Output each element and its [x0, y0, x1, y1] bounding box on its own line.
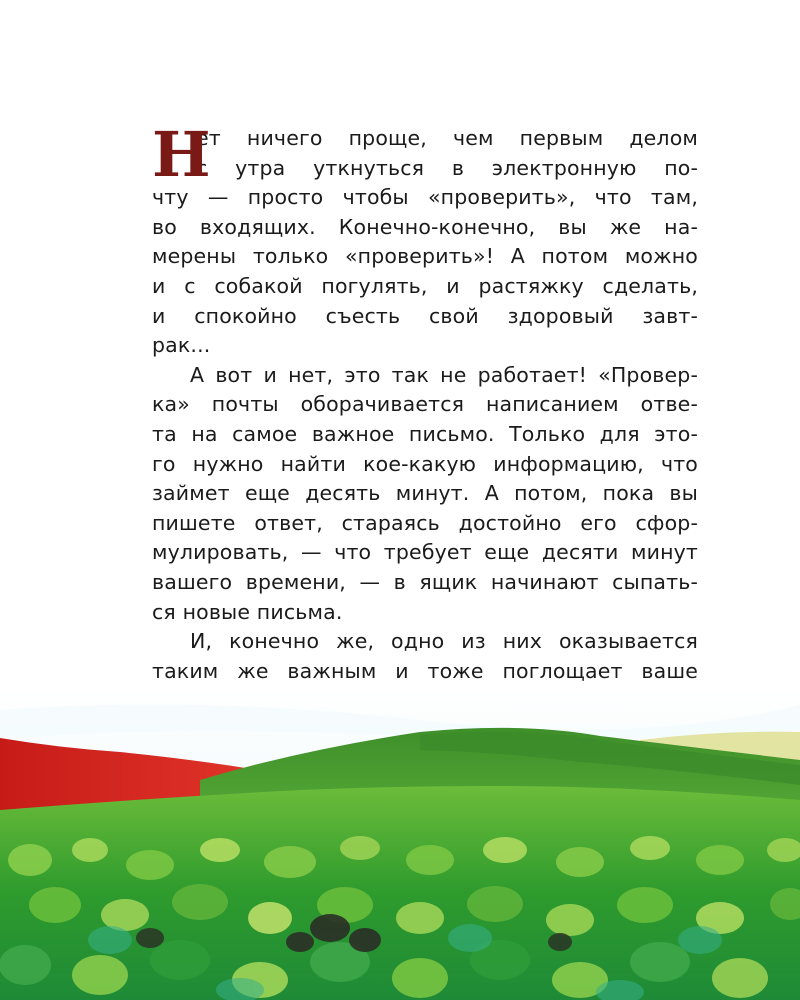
text-line: рак...	[152, 333, 211, 358]
text-line: займет еще десять минут. А потом, пока вы	[152, 481, 698, 506]
text-line: во входящих. Конечно-конечно, вы же на-	[152, 214, 698, 239]
text-line: ка» почты оборачивается написанием отве-	[152, 392, 698, 417]
landscape-illustration	[0, 690, 800, 1000]
watercolor-landscape	[0, 690, 800, 1000]
text-line: пишете ответ, стараясь достойно его сфор-	[152, 510, 698, 535]
text-line: и спокойно съесть свой здоровый завт-	[152, 303, 698, 328]
text-line: та на самое важное письмо. Только для это-	[152, 421, 698, 446]
text-line: мерены только «проверить»! А потом можно	[152, 244, 698, 269]
text-line: ет ничего проще, чем первым делом	[196, 126, 698, 150]
text-line: А вот и нет, это так не работает! «Провер-	[190, 362, 698, 387]
text-line: го нужно найти кое-какую информацию, что	[152, 451, 698, 476]
text-line: чту — просто чтобы «проверить», что там,	[152, 185, 698, 210]
drop-cap-letter: Н	[152, 118, 211, 191]
text-line: И, конечно же, одно из них оказывается	[190, 629, 698, 654]
text-line: с утра уткнуться в электронную по-	[196, 155, 698, 180]
text-line: и с собакой погулять, и растяжку сделать,	[152, 273, 698, 298]
text-line: ся новые письма.	[152, 599, 343, 624]
body-text	[152, 118, 698, 716]
text-line: таким же важным и тоже поглощает ваше	[152, 658, 698, 683]
text-line: мулировать, — что требует еще десяти минут	[152, 540, 698, 565]
text-line: вашего времени, — в ящик начинают сыпать-	[152, 569, 698, 594]
